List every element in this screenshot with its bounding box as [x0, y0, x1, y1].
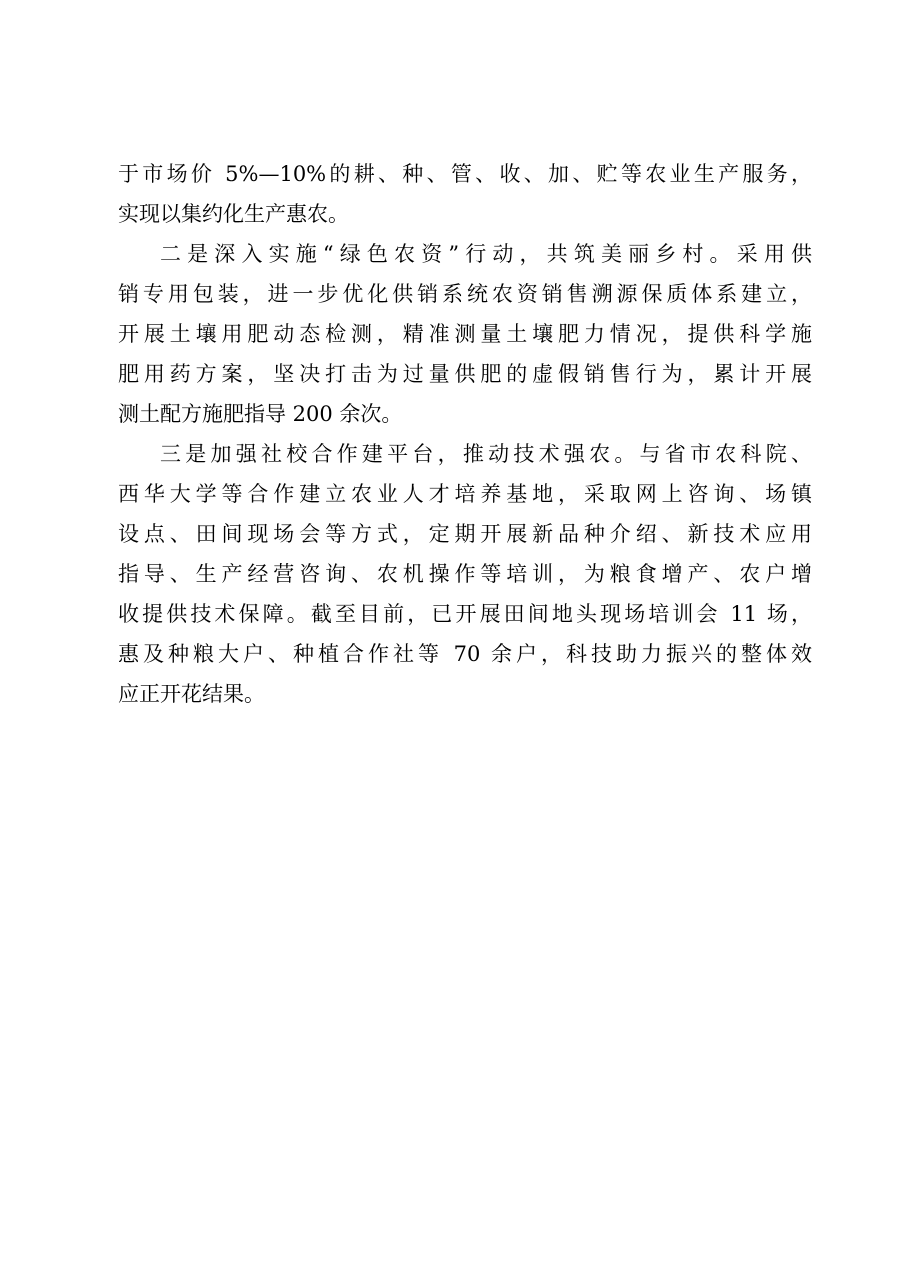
- text-line: 测土配方施肥指导 200 余次。: [118, 402, 403, 426]
- text-line: 收提供技术保障。截至目前，已开展田间地头现场培训会 11 场，: [118, 602, 812, 626]
- text-line: 肥用药方案，坚决打击为过量供肥的虚假销售行为，累计开展: [118, 362, 812, 386]
- text-line: 三是加强社校合作建平台，推动技术强农。与省市农科院、: [160, 442, 812, 466]
- text-line: 于市场价 5%—10%的耕、种、管、收、加、贮等农业生产服务，: [118, 162, 812, 186]
- paragraph-continuation: [118, 154, 812, 234]
- text-line: 实现以集约化生产惠农。: [118, 202, 349, 226]
- text-line: 开展土壤用肥动态检测，精准测量土壤肥力情况，提供科学施: [118, 322, 812, 346]
- text-line: 设点、田间现场会等方式，定期开展新品种介绍、新技术应用: [118, 522, 812, 546]
- paragraph-green-agri-inputs: [118, 234, 812, 434]
- text-line: 指导、生产经营咨询、农机操作等培训，为粮食增产、农户增: [118, 562, 812, 586]
- paragraph-school-cooperation: [118, 434, 812, 714]
- text-line: 惠及种粮大户、种植合作社等 70 余户，科技助力振兴的整体效: [118, 642, 812, 666]
- text-line: 西华大学等合作建立农业人才培养基地，采取网上咨询、场镇: [118, 482, 812, 506]
- text-line: 应正开花结果。: [118, 682, 265, 706]
- text-line: 二是深入实施“绿色农资”行动，共筑美丽乡村。采用供: [160, 242, 812, 266]
- document-body: [118, 154, 812, 714]
- text-line: 销专用包装，进一步优化供销系统农资销售溯源保质体系建立，: [118, 282, 812, 306]
